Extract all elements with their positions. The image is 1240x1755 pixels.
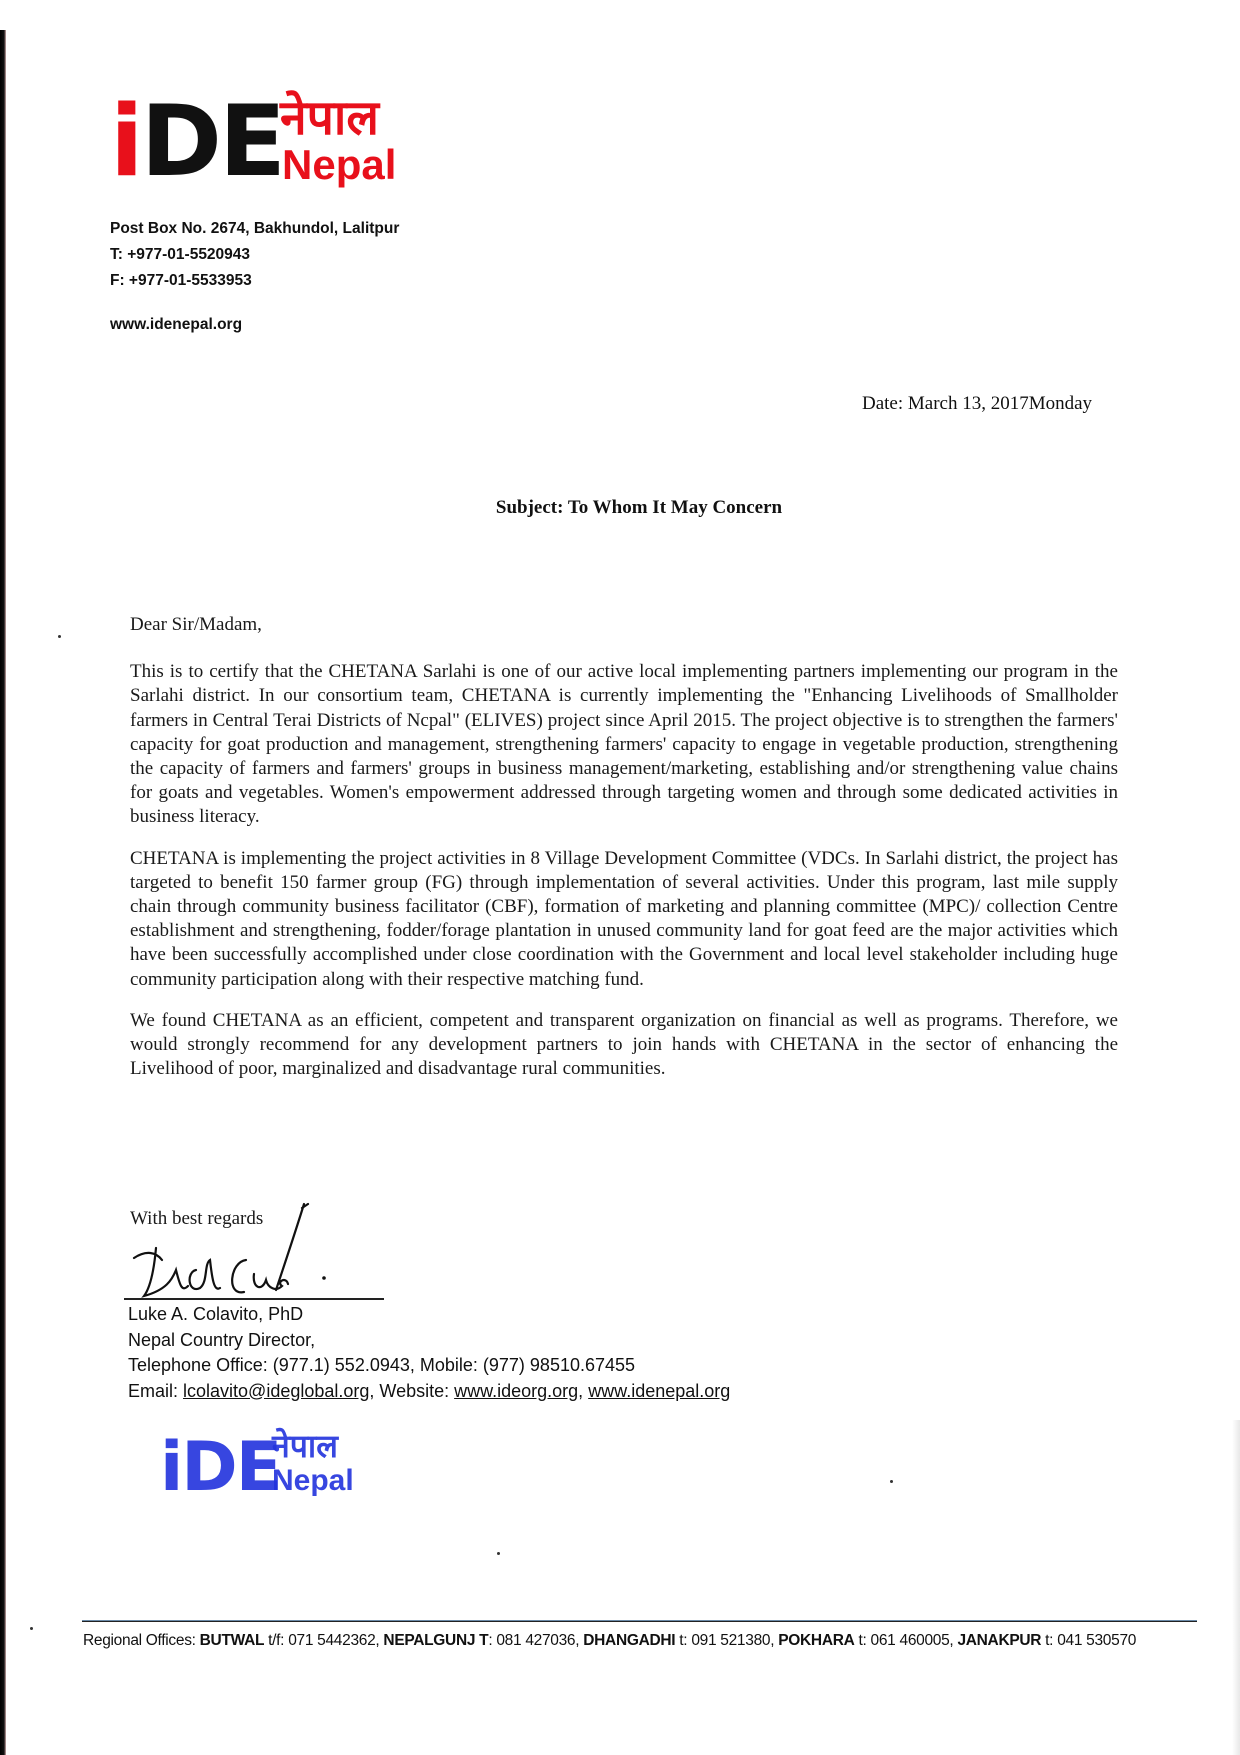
fax: F: +977-01-5533953: [110, 272, 252, 289]
scan-edge-shadow: [0, 30, 6, 1755]
scan-speck: [890, 1480, 893, 1483]
stamp-ide-mark: iDE: [160, 1428, 281, 1507]
office-city: DHANGADHI: [583, 1632, 676, 1649]
scan-speck: [58, 635, 61, 638]
handwritten-signature: [126, 1200, 386, 1305]
stamp-english-text: Nepal: [272, 1464, 354, 1497]
letter-date: Date: March 13, 2017Monday: [862, 393, 1093, 414]
closing: With best regards: [130, 1208, 264, 1229]
organization-stamp: [160, 1427, 390, 1507]
subject-line: Subject: To Whom It May Concern: [495, 497, 783, 518]
postal-address: Post Box No. 2674, Bakhundol, Lalitpur: [110, 220, 400, 237]
office-city: POKHARA: [778, 1632, 855, 1649]
signer-contacts: Email: lcolavito@ideglobal.org, Website: www.ideorg.org, www.idenepal.org: [128, 1380, 731, 1401]
office-city: NEPALGUNJ T: [383, 1632, 489, 1649]
signer-name: Luke A. Colavito, PhD: [128, 1304, 304, 1324]
regional-offices-footer: Regional Offices: BUTWAL t/f: 071 5442362, NEPALGUNJ T: 081 427036, DHANGADHI t: 091 521380, POKHARA t: 061 460005, JANAKPUR t: 041 530570: [83, 1632, 1137, 1649]
signer-phones: Telephone Office: (977.1) 552.0943, Mobile: (977) 98510.67455: [128, 1355, 636, 1375]
signer-title: Nepal Country Director,: [128, 1329, 316, 1350]
ide-logo-mark: iDE: [110, 85, 283, 199]
paragraph-activities: CHETANA is implementing the project activities in 8 Village Development Committee (VDCs. In Sarlahi district, the project has targeted to benefit 150 farmer group (FG) through implementation of several activities. Under this program, last mile supply chain through community business facilitator (CBF), formation of marketing and planning committee (MPC)/ collection Centre establishment and strengthening, fodder/forage plantation in unused community land for goat feed are the major activities which have been successfully accomplished under close coordination with the Government and local level stakeholder including huge community participation along with their respective matching fund.: [130, 847, 1118, 990]
paragraph-recommendation: We found CHETANA as an efficient, competent and transparent organization on financial as well as programs. Therefore, we would strongly recommend for any development partners to join hands with CHETANA in the sector of enhancing the Livelihood of poor, marginalized and disadvantage rural communities.: [130, 1009, 1118, 1080]
salutation: Dear Sir/Madam,: [130, 614, 262, 635]
office-city: BUTWAL: [199, 1632, 265, 1649]
letterhead-address: [110, 216, 399, 338]
ide-nepal-logo: [110, 85, 410, 199]
website-link-ideorg[interactable]: www.ideorg.org: [454, 1380, 579, 1401]
paragraph-certification: This is to certify that the CHETANA Sarlahi is one of our active local implementing partners implementing our program in the Sarlahi district. In our consortium team, CHETANA is currently implementing the "Enhancing Livelihoods of Smallholder farmers in Central Terai Districts of Ncpal" (ELIVES) project since April 2015. The project objective is to strengthen the farmers' capacity for goat production and management, strengthening farmers' capacity to engage in vegetable production, strengthening the capacity of farmers and farmers' groups in business management/marketing, establishing and/or strengthening value chains for goats and vegetables. Women's empowerment addressed through targeting women and through some dedicated activities in business literacy.: [130, 661, 1118, 828]
logo-english-text: Nepal: [282, 141, 397, 188]
letter-body: [130, 613, 1118, 1098]
footer-divider: [82, 1620, 1197, 1622]
office-city: JANAKPUR: [957, 1632, 1042, 1649]
logo-nepali-text: नेपाल: [280, 90, 379, 146]
email-link[interactable]: lcolavito@ideglobal.org,: [183, 1380, 375, 1401]
scan-speck: [497, 1552, 500, 1555]
scan-speck: [30, 1627, 33, 1630]
website-link-idenepal[interactable]: www.idenepal.org: [588, 1380, 731, 1401]
scan-edge-shadow-right: [1232, 1420, 1240, 1755]
stamp-nepali-text: नेपाल: [272, 1427, 338, 1465]
signature-line: [124, 1298, 384, 1300]
letterhead-website[interactable]: www.idenepal.org: [110, 316, 243, 333]
telephone: T: +977-01-5520943: [110, 246, 251, 263]
signer-block: [128, 1302, 730, 1404]
